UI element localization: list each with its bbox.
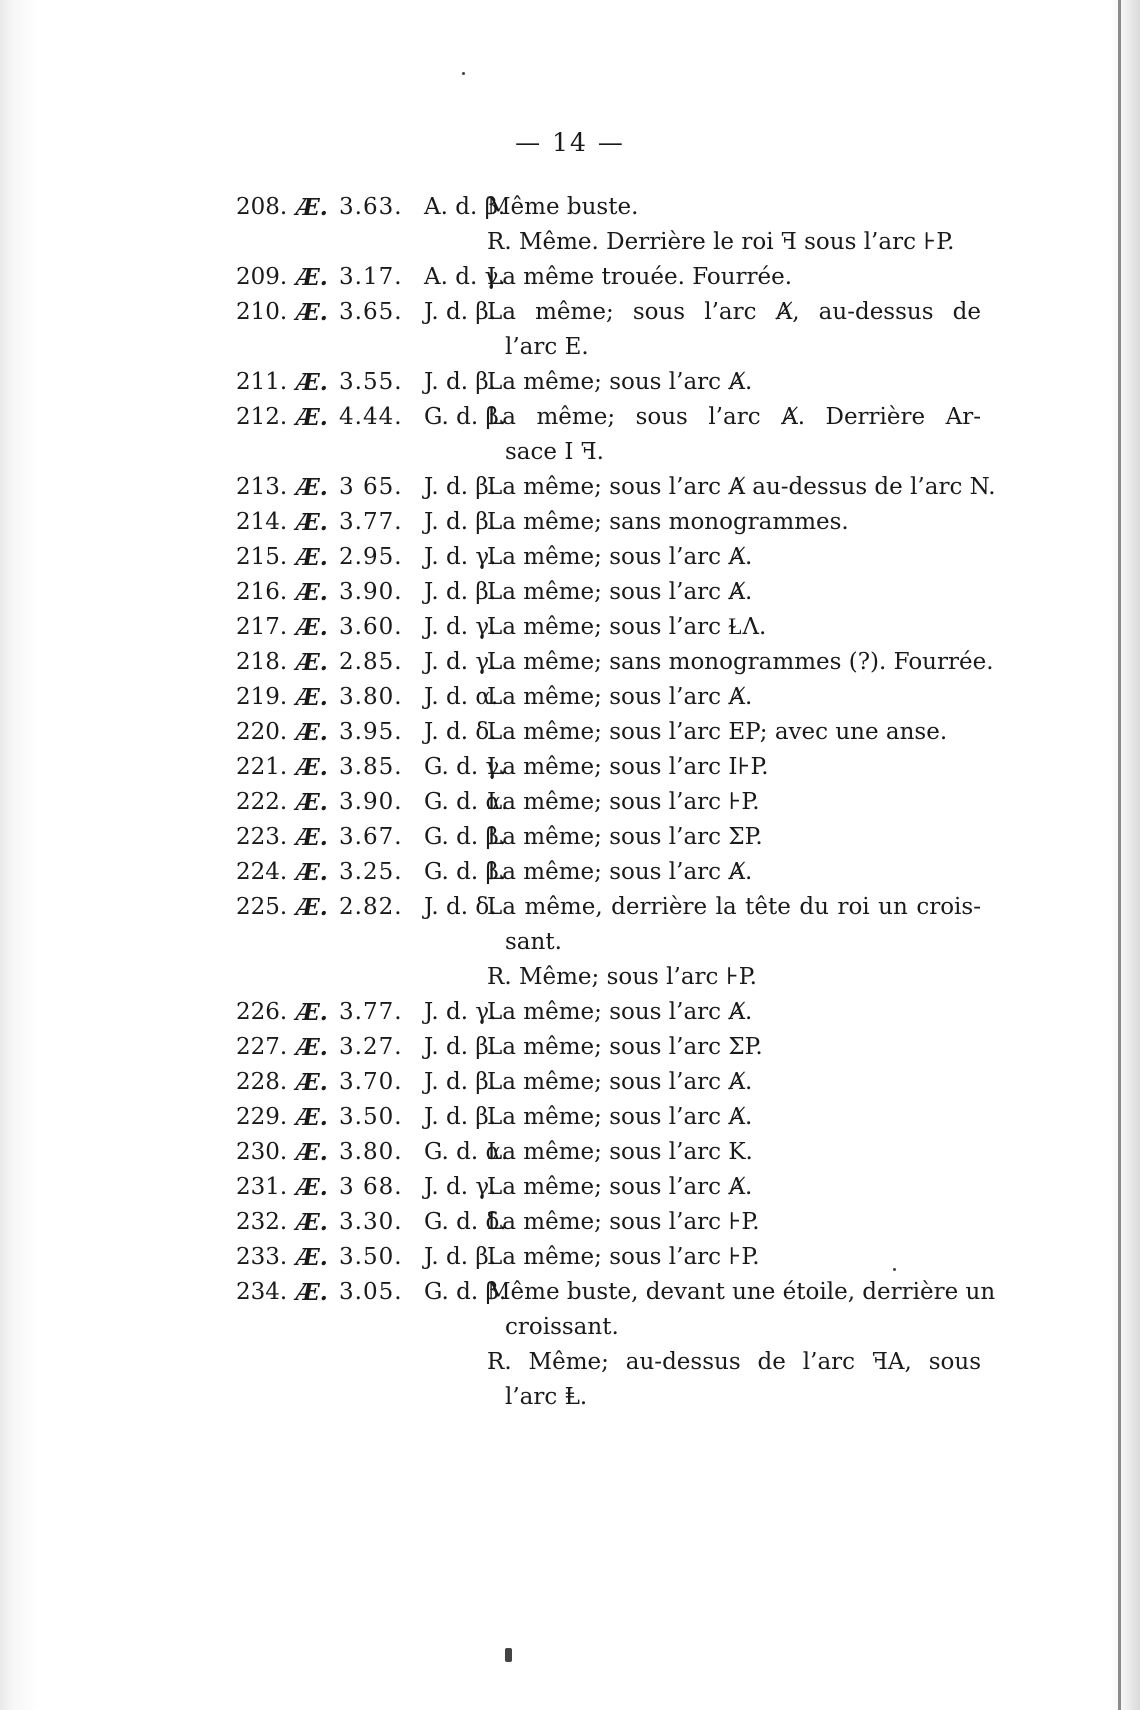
entry-grade: J. d. γ. <box>424 999 497 1025</box>
description-line: La même; sous l’arc ΣP. <box>487 824 763 850</box>
entry-weight: 2.95. <box>339 544 403 570</box>
entry-metal: Æ. <box>296 1139 328 1166</box>
entry-description <box>487 400 981 470</box>
entry-metal: Æ. <box>296 859 328 886</box>
entry-weight: 3.55. <box>339 369 403 395</box>
entry-number: 216. <box>236 579 288 605</box>
catalogue-entry <box>236 995 1026 1030</box>
entry-metal: Æ. <box>296 544 328 571</box>
catalogue-entry <box>236 365 1026 400</box>
entry-weight: 3.63. <box>339 194 403 220</box>
description-line: La même; sans monogrammes. <box>487 509 849 535</box>
catalogue-entry <box>236 715 1026 750</box>
catalogue-entry <box>236 855 1026 890</box>
entry-weight: 3.90. <box>339 579 403 605</box>
entry-grade: J. d. β. <box>424 474 497 500</box>
entry-metal: Æ. <box>296 1104 328 1131</box>
entry-number: 213. <box>236 474 288 500</box>
catalogue-entry <box>236 540 1026 575</box>
catalogue-entry <box>236 1100 1026 1135</box>
entry-number: 227. <box>236 1034 288 1060</box>
entry-number: 225. <box>236 894 288 920</box>
entry-number: 231. <box>236 1174 288 1200</box>
print-speck <box>893 1268 896 1271</box>
entry-weight: 3.05. <box>339 1279 403 1305</box>
entry-number: 228. <box>236 1069 288 1095</box>
entry-description <box>487 1275 996 1415</box>
entry-metal: Æ. <box>296 649 328 676</box>
entry-metal: Æ. <box>296 1209 328 1236</box>
entry-grade: G. d. γ. <box>424 754 507 780</box>
entry-grade: J. d. γ. <box>424 614 497 640</box>
description-line: La même, derrière la tête du roi un crois- <box>487 894 981 920</box>
catalogue-entry <box>236 1240 1026 1275</box>
description-line: La même; sous l’arc ΣP. <box>487 1034 763 1060</box>
entry-number: 208. <box>236 194 288 220</box>
catalogue-entry <box>236 1135 1026 1170</box>
entry-grade: J. d. β. <box>424 579 497 605</box>
entry-metal: Æ. <box>296 1069 328 1096</box>
entry-metal: Æ. <box>296 579 328 606</box>
entry-metal: Æ. <box>296 474 328 501</box>
description-line: La même; sous l’arc Ⱥ. <box>487 1069 753 1095</box>
entry-description <box>487 715 981 750</box>
entry-description <box>487 1135 981 1170</box>
catalogue-entry <box>236 1065 1026 1100</box>
description-line: Même buste. <box>487 194 639 220</box>
entry-grade: G. d. β. <box>424 404 507 430</box>
catalogue-entry <box>236 750 1026 785</box>
entry-number: 234. <box>236 1279 288 1305</box>
catalogue-entry <box>236 470 1026 505</box>
description-line: La même; sans monogrammes (?). Fourrée. <box>487 649 994 675</box>
entry-grade: A. d. β. <box>424 194 506 220</box>
description-line: La même; sous l’arc EP; avec une anse. <box>487 719 948 745</box>
print-speck <box>505 1648 512 1662</box>
catalogue-entry <box>236 260 1026 295</box>
entry-weight: 3.30. <box>339 1209 403 1235</box>
entry-number: 209. <box>236 264 288 290</box>
entry-weight: 3.50. <box>339 1244 403 1270</box>
entry-grade: J. d. δ. <box>424 719 497 745</box>
entry-weight: 3.80. <box>339 684 403 710</box>
entry-grade: G. d. β. <box>424 824 507 850</box>
description-line: Même buste, devant une étoile, derrière un <box>487 1279 996 1305</box>
entry-number: 215. <box>236 544 288 570</box>
entry-grade: J. d. β. <box>424 1069 497 1095</box>
entry-weight: 3 68. <box>339 1174 403 1200</box>
entry-number: 219. <box>236 684 288 710</box>
description-line: l’arc E. <box>505 334 589 360</box>
entry-description <box>487 680 981 715</box>
entry-number: 211. <box>236 369 288 395</box>
entry-number: 220. <box>236 719 288 745</box>
entry-number: 230. <box>236 1139 288 1165</box>
entry-description <box>487 365 981 400</box>
description-line: La même; sous l’arc Ⱥ. <box>487 859 753 885</box>
description-line: La même; sous l’arc K. <box>487 1139 753 1165</box>
entry-description <box>487 1100 981 1135</box>
entry-grade: G. d. β. <box>424 1279 507 1305</box>
entry-grade: G. d. β. <box>424 859 507 885</box>
reverse-description-line: R. Même; sous l’arc ⊦P. <box>487 964 757 990</box>
entry-metal: Æ. <box>296 614 328 641</box>
description-line: La même; sous l’arc Ⱥ. <box>487 579 753 605</box>
entry-number: 233. <box>236 1244 288 1270</box>
entry-description <box>487 890 981 995</box>
page-number: — 14 — <box>515 128 625 157</box>
description-line: La même; sous l’arc Ⱥ au-dessus de l’arc N. <box>487 474 996 500</box>
entry-metal: Æ. <box>296 999 328 1026</box>
entry-grade: J. d. β. <box>424 299 497 325</box>
entry-metal: Æ. <box>296 824 328 851</box>
description-line: La même; sous l’arc Ⱥ. <box>487 1174 753 1200</box>
entry-description <box>487 470 996 505</box>
entry-number: 229. <box>236 1104 288 1130</box>
description-line: La même; sous l’arc ⊦P. <box>487 1209 760 1235</box>
entry-description <box>487 505 981 540</box>
entry-description <box>487 260 981 295</box>
entry-description <box>487 575 981 610</box>
catalogue-entry <box>236 1205 1026 1240</box>
entry-metal: Æ. <box>296 194 328 221</box>
entry-description <box>487 1240 981 1275</box>
catalogue-entry <box>236 610 1026 645</box>
entry-grade: J. d. β. <box>424 1244 497 1270</box>
entry-number: 210. <box>236 299 288 325</box>
entry-weight: 3.25. <box>339 859 403 885</box>
entry-grade: G. d. δ. <box>424 1209 507 1235</box>
catalogue-entry <box>236 295 1026 365</box>
entry-metal: Æ. <box>296 894 328 921</box>
catalogue-entry <box>236 820 1026 855</box>
entry-weight: 4.44. <box>339 404 403 430</box>
entry-description <box>487 785 981 820</box>
entry-weight: 3.70. <box>339 1069 403 1095</box>
catalogue-entry <box>236 400 1026 470</box>
print-speck <box>462 72 465 75</box>
description-line: La même; sous l’arc Ⱥ. <box>487 999 753 1025</box>
entry-metal: Æ. <box>296 1174 328 1201</box>
entry-metal: Æ. <box>296 1244 328 1271</box>
entry-grade: J. d. β. <box>424 369 497 395</box>
description-line: La même; sous l’arc Ⱥ, au-dessus de <box>487 299 981 325</box>
entry-grade: J. d. α. <box>424 684 499 710</box>
description-line: La même; sous l’arc ⱢΛ. <box>487 614 767 640</box>
entry-grade: J. d. γ. <box>424 1174 497 1200</box>
entry-description <box>487 855 981 890</box>
page-edge-rule <box>1118 0 1121 1710</box>
entry-weight: 3.95. <box>339 719 403 745</box>
entry-description <box>487 1030 981 1065</box>
description-line: La même; sous l’arc Ⱥ. Derrière Ar- <box>487 404 981 430</box>
entry-metal: Æ. <box>296 299 328 326</box>
entry-description <box>487 540 981 575</box>
description-line: La même; sous l’arc ⊦P. <box>487 1244 760 1270</box>
description-line: croissant. <box>505 1314 619 1340</box>
entry-grade: J. d. γ. <box>424 649 497 675</box>
description-line: La même trouée. Fourrée. <box>487 264 793 290</box>
entry-metal: Æ. <box>296 789 328 816</box>
entry-metal: Æ. <box>296 719 328 746</box>
description-line: La même; sous l’arc Ⱥ. <box>487 684 753 710</box>
catalogue-entries <box>236 190 1026 1415</box>
catalogue-entry <box>236 1030 1026 1065</box>
entry-description <box>487 750 981 785</box>
entry-description <box>487 295 981 365</box>
entry-weight: 3.27. <box>339 1034 403 1060</box>
entry-number: 222. <box>236 789 288 815</box>
entry-metal: Æ. <box>296 1279 328 1306</box>
entry-description <box>487 1065 981 1100</box>
entry-number: 218. <box>236 649 288 675</box>
entry-description <box>487 1170 981 1205</box>
description-line: La même; sous l’arc Ⱥ. <box>487 369 753 395</box>
description-line: La même; sous l’arc Ⱥ. <box>487 1104 753 1130</box>
entry-description <box>487 610 981 645</box>
catalogue-entry <box>236 645 1026 680</box>
entry-number: 224. <box>236 859 288 885</box>
entry-metal: Æ. <box>296 264 328 291</box>
catalogue-entry <box>236 1275 1026 1415</box>
catalogue-entry <box>236 505 1026 540</box>
entry-description <box>487 1205 981 1240</box>
entry-weight: 3.80. <box>339 1139 403 1165</box>
reverse-description-line: R. Même. Derrière le roi ꟻ sous l’arc ⊦P. <box>487 229 955 255</box>
entry-number: 212. <box>236 404 288 430</box>
entry-number: 214. <box>236 509 288 535</box>
description-line: La même; sous l’arc I⊦P. <box>487 754 769 780</box>
entry-metal: Æ. <box>296 509 328 536</box>
catalogue-entry <box>236 680 1026 715</box>
entry-grade: J. d. β. <box>424 509 497 535</box>
entry-number: 217. <box>236 614 288 640</box>
entry-number: 232. <box>236 1209 288 1235</box>
entry-metal: Æ. <box>296 404 328 431</box>
entry-description <box>487 820 981 855</box>
description-line: La même; sous l’arc Ⱥ. <box>487 544 753 570</box>
entry-weight: 3.60. <box>339 614 403 640</box>
entry-grade: A. d. γ. <box>424 264 506 290</box>
catalogue-entry <box>236 190 1026 260</box>
entry-grade: J. d. δ. <box>424 894 497 920</box>
entry-number: 226. <box>236 999 288 1025</box>
entry-grade: G. d. α. <box>424 1139 509 1165</box>
entry-weight: 3.65. <box>339 299 403 325</box>
entry-metal: Æ. <box>296 369 328 396</box>
entry-number: 223. <box>236 824 288 850</box>
entry-weight: 3.17. <box>339 264 403 290</box>
entry-grade: G. d. α. <box>424 789 509 815</box>
entry-weight: 2.82. <box>339 894 403 920</box>
entry-weight: 3.90. <box>339 789 403 815</box>
entry-description <box>487 645 994 680</box>
entry-number: 221. <box>236 754 288 780</box>
entry-weight: 2.85. <box>339 649 403 675</box>
catalogue-entry <box>236 575 1026 610</box>
entry-grade: J. d. β. <box>424 1104 497 1130</box>
entry-weight: 3.50. <box>339 1104 403 1130</box>
catalogue-entry <box>236 1170 1026 1205</box>
description-line: sant. <box>505 929 562 955</box>
entry-grade: J. d. γ. <box>424 544 497 570</box>
catalogue-entry <box>236 890 1026 995</box>
description-line: La même; sous l’arc ⊦P. <box>487 789 760 815</box>
entry-metal: Æ. <box>296 1034 328 1061</box>
catalogue-entry <box>236 785 1026 820</box>
reverse-description-line: l’arc Ⱡ. <box>505 1384 588 1410</box>
reverse-description-line: R. Même; au-dessus de l’arc ꟻA, sous <box>487 1349 981 1375</box>
entry-metal: Æ. <box>296 754 328 781</box>
entry-grade: J. d. β. <box>424 1034 497 1060</box>
description-line: sace I ꟻ. <box>505 439 604 465</box>
entry-weight: 3.77. <box>339 509 403 535</box>
entry-weight: 3.85. <box>339 754 403 780</box>
entry-weight: 3 65. <box>339 474 403 500</box>
entry-description <box>487 190 981 260</box>
entry-description <box>487 995 981 1030</box>
entry-metal: Æ. <box>296 684 328 711</box>
entry-weight: 3.67. <box>339 824 403 850</box>
entry-weight: 3.77. <box>339 999 403 1025</box>
